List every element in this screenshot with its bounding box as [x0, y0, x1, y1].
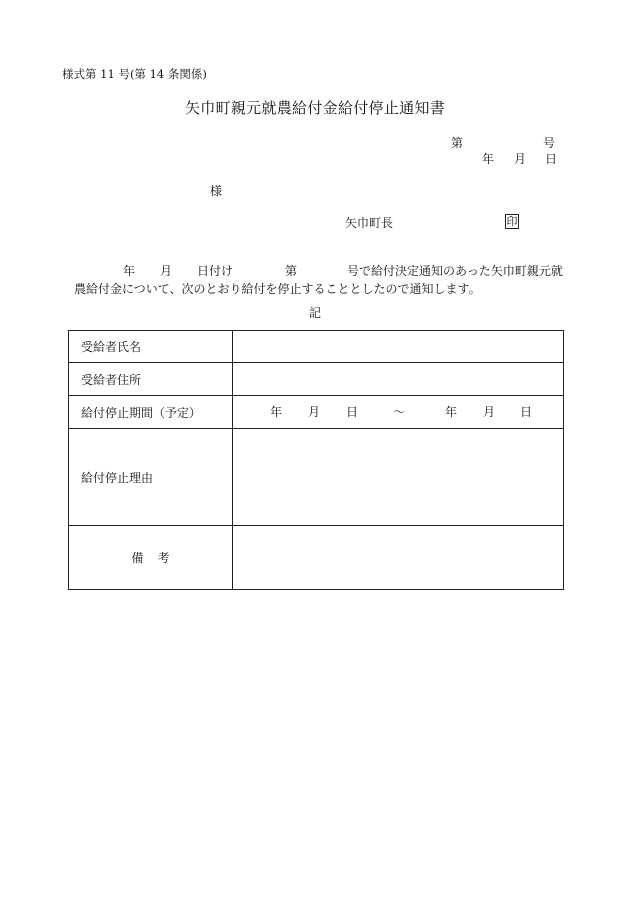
table-row [69, 396, 564, 429]
remarks-label [69, 526, 233, 590]
remarks-label-char1: 備 [131, 551, 144, 565]
period-end-year-label: 年 [445, 405, 458, 419]
suspension-reason-field[interactable] [233, 429, 564, 526]
doc-number-suffix: 号 [543, 136, 556, 150]
table-row [69, 526, 564, 590]
suspension-reason-label: 給付停止理由 [69, 429, 233, 526]
remarks-field[interactable] [233, 526, 564, 590]
record-table [68, 330, 564, 590]
date-year-label: 年 [482, 152, 495, 166]
body-line1-text: 号で給付決定通知のあった矢巾町親元就 [347, 264, 563, 278]
body-line2-text: 農給付金について、次のとおり給付を停止することとしたので通知します。 [74, 282, 481, 296]
period-start-day-label: 日 [346, 405, 359, 419]
seal-label: 印 [506, 215, 518, 228]
table-row [69, 363, 564, 396]
form-number: 様式第 11 号(第 14 条関係) [62, 67, 207, 81]
period-start-month-label: 月 [308, 405, 321, 419]
issuer-name: 矢巾町長 [345, 216, 394, 230]
period-end-month-label: 月 [483, 405, 496, 419]
recipient-name-field[interactable] [233, 331, 564, 363]
document-title: 矢巾町親元就農給付金給付停止通知書 [184, 99, 446, 117]
period-start-year-label: 年 [270, 405, 283, 419]
ki-heading: 記 [309, 306, 322, 320]
remarks-label-char2: 考 [157, 551, 170, 565]
body-number-prefix: 第 [285, 264, 298, 278]
suspension-period-label: 給付停止期間（予定） [69, 396, 233, 429]
recipient-name-label: 受給者氏名 [69, 331, 233, 363]
seal-stamp-box [505, 214, 519, 229]
recipient-address-label: 受給者住所 [69, 363, 233, 396]
period-end-day-label: 日 [520, 405, 533, 419]
table-row [69, 429, 564, 526]
body-month-label: 月 [160, 264, 173, 278]
period-tilde: ～ [393, 405, 406, 419]
body-dated-label: 日付け [197, 264, 234, 278]
body-year-label: 年 [123, 264, 136, 278]
date-day-label: 日 [545, 152, 558, 166]
doc-number-prefix: 第 [451, 136, 464, 150]
addressee-honorific: 様 [210, 184, 223, 198]
table-row [69, 331, 564, 363]
recipient-address-field[interactable] [233, 363, 564, 396]
suspension-period-field[interactable] [233, 396, 564, 429]
date-month-label: 月 [514, 152, 527, 166]
